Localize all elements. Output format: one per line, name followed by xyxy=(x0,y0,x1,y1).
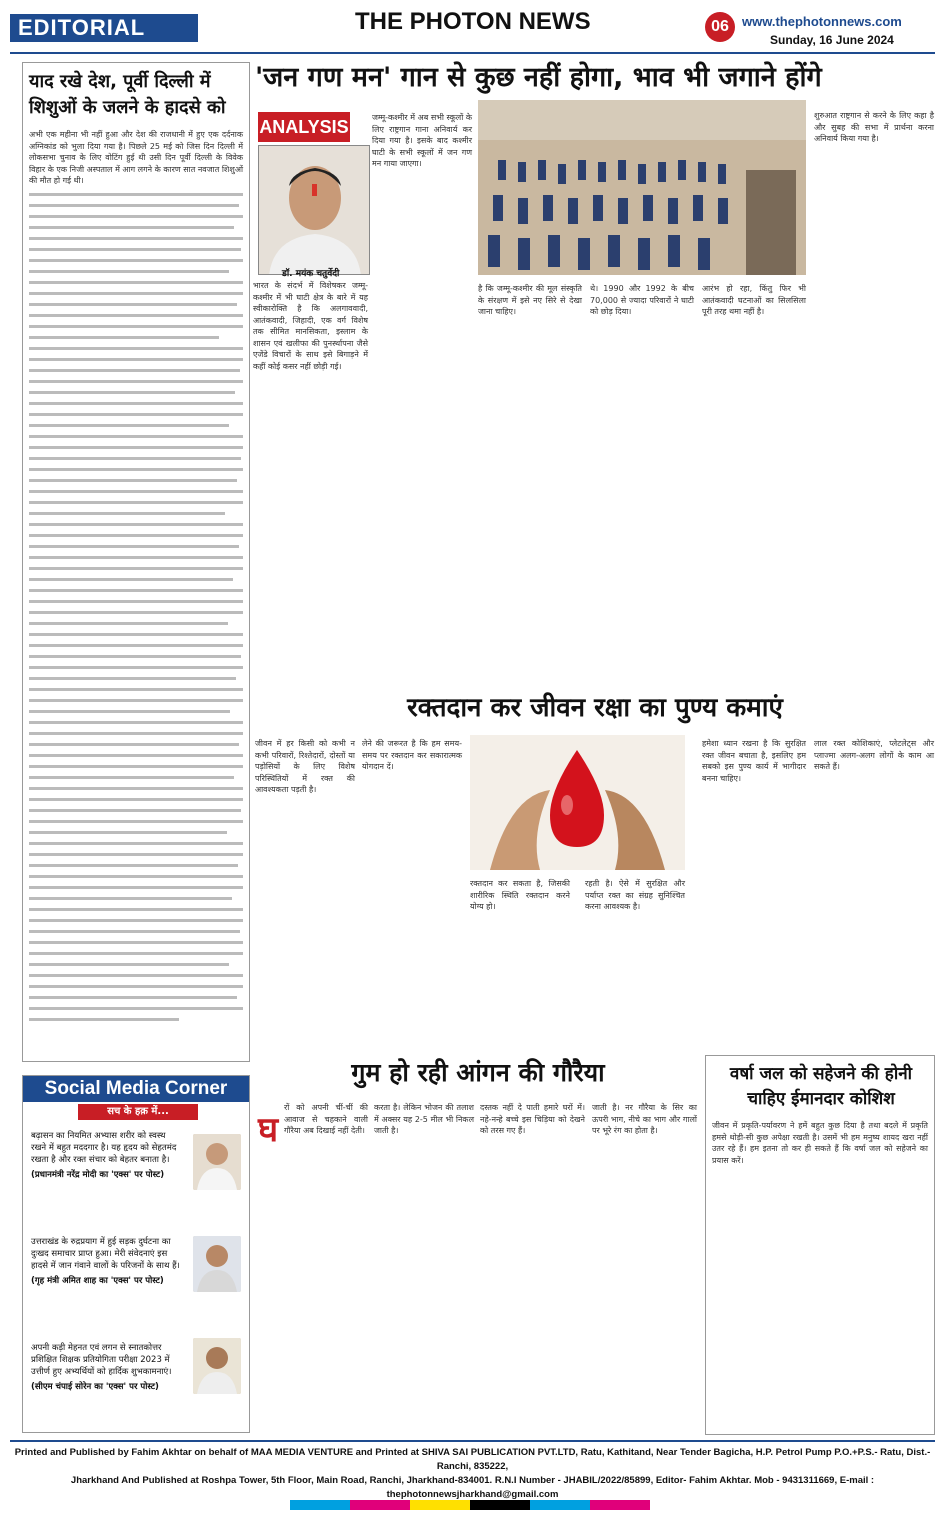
analysis-column-f xyxy=(814,110,934,678)
sparrow-column-a xyxy=(284,1102,368,1432)
blood-drop-graphic xyxy=(470,735,685,870)
analysis-column-c-text: है कि जम्मू-कश्मीर की मूल संस्कृति के संरक्षण में इसे नए सिरे से देखा जाना चाहिए। xyxy=(478,284,582,316)
analysis-tag: ANALYSIS xyxy=(258,112,350,142)
website-link[interactable]: www.thephotonnews.com xyxy=(742,14,902,29)
sparrow-column-c xyxy=(480,1102,585,1432)
analysis-column-c xyxy=(478,283,582,678)
paper-title[interactable]: THE PHOTON NEWS xyxy=(355,8,591,35)
blood-column-a xyxy=(255,738,355,1038)
rain-headline[interactable]: वर्षा जल को सहेजने की होनी चाहिए ईमानदार कोशिश xyxy=(729,1064,913,1109)
blood-column-f-text: लाल रक्त कोशिकाएं, प्लेटलेट्स और प्लाज्मा अलग-अलग लोगों के काम आ सकते हैं। xyxy=(814,739,934,771)
left-article xyxy=(22,62,250,1062)
print-color-bar xyxy=(290,1500,650,1510)
avatar xyxy=(193,1236,241,1292)
person-icon xyxy=(193,1338,241,1394)
social-post xyxy=(31,1130,181,1181)
blood-column-a-text: जीवन में हर किसी को कभी न कभी परिवारों, रिश्तेदारों, दोस्तों या पड़ोसियों के लिए विशेष परिस्थितियों में रक्त की आवश्यकता पड़ती है। xyxy=(255,739,355,794)
left-article-body: अभी एक महीना भी नहीं हुआ और देश की राजधानी में हुए एक दर्दनाक अग्निकांड को भुला दिया गया है। पिछले 25 मई को जिस दिन दिल्ली में लोकसभा चुनाव के लिए वोटिंग हुई थी उसी दिन पूर्वी दिल्ली के विवेक विहार के एक निजी अस्पताल में आग लगने के कारण सात नवजात शिशुओं की मौत हो गई थी। xyxy=(29,130,243,185)
analysis-lead: भारत के संदर्भ में विशेषकर जम्मू-कश्मीर में भी घाटी क्षेत्र के बारे में यह स्वीकारोक्ति है कि अलगाववादी, आतंकवादी, जिहादी, एक वर्ग विशेष तक सीमित मानसिकता, इस्लाम के शासन एवं खलीफा की पुनर्स्थापना जैसे एजेंडे विचारों के साथ इसे बिगाड़ने में कहीं कोई कसर नहीं छोड़ी गई। xyxy=(253,281,368,371)
section-label: EDITORIAL xyxy=(10,14,198,42)
social-post-text: उत्तराखंड के रुद्रप्रयाग में हुई सड़क दुर्घटना का दुःखद समाचार प्राप्त हुआ। मेरी संवेदनाएं इस हादसे में जान गंवाने वालों के परिजनों के साथ हैं। xyxy=(31,1237,180,1271)
social-post xyxy=(31,1342,181,1393)
analysis-column-e-text: आरंभ हो रहा, किंतु फिर भी आतंकवादी घटनाओं का सिलसिला पूरी तरह थमा नहीं है। xyxy=(702,284,806,316)
analysis-column-d-text: थे। 1990 और 1992 के बीच 70,000 से ज्यादा परिवारों ने घाटी को छोड़ दिया। xyxy=(590,284,694,316)
author-portrait-graphic xyxy=(259,146,370,275)
blood-donation-headline[interactable]: रक्तदान कर जीवन रक्षा का पुण्य कमाएं xyxy=(407,693,783,723)
blood-column-b-text: लेने की जरूरत है कि हम समय-समय पर रक्तदान कर सकारात्मक योगदान दें। xyxy=(362,739,462,771)
social-media-corner xyxy=(22,1075,250,1433)
rain-body: जीवन में प्रकृति-पर्यावरण ने हमें बहुत कुछ दिया है तथा बदले में प्रकृति हमसे थोड़ी-सी कुछ अपेक्षा रखती है। उसमें भी हम मनुष्य शायद खरा नहीं उतर रहे हैं। हम इतना तो कर ही सकते हैं कि वर्षा जल को सहेजने का प्रयास करें। xyxy=(712,1121,928,1165)
analysis-lead-column xyxy=(253,280,368,680)
blood-column-d xyxy=(585,878,685,1038)
school-assembly-graphic xyxy=(478,100,806,275)
avatar xyxy=(193,1338,241,1394)
sparrow-drop-cap: घ xyxy=(258,1110,279,1150)
social-post-text: बढ़ासन का नियमित अभ्यास शरीर को स्वस्थ रखने में बहुत मददगार है। यह हृदय को सेहतमंद रखता है और रक्त संचार को बेहतर बनाता है। xyxy=(31,1131,177,1165)
blood-column-b xyxy=(362,738,462,1038)
masthead xyxy=(0,0,945,52)
social-post xyxy=(31,1236,181,1287)
analysis-column-b-text: जम्मू-कश्मीर में अब सभी स्कूलों के लिए राष्ट्रगान गाना अनिवार्य कर दिया गया है। इसके बाद कश्मीर घाटी के सभी स्कूलों में जन गण मन गाया जाएगा। xyxy=(372,113,472,168)
blood-column-e xyxy=(702,738,806,1038)
analysis-column-b xyxy=(372,112,472,680)
blood-drop-image xyxy=(470,735,685,870)
sparrow-column-d xyxy=(592,1102,697,1432)
sparrow-headline[interactable]: गुम हो रही आंगन की गौरैया xyxy=(351,1058,605,1087)
blood-column-c xyxy=(470,878,570,1038)
school-assembly-photo xyxy=(478,100,806,275)
blood-column-c-text: रक्तदान कर सकता है, जिसकी शारीरिक स्थिति रक्तदान करने योग्य हो। xyxy=(470,879,570,911)
left-article-continued xyxy=(29,193,243,1037)
social-corner-title: Social Media Corner xyxy=(23,1076,249,1102)
social-post-source: (गृह मंत्री अमित शाह का 'एक्स' पर पोस्ट) xyxy=(31,1276,164,1286)
social-corner-subtitle: सच के हक़ में... xyxy=(78,1104,198,1120)
left-article-headline[interactable]: याद रखे देश, पूर्वी दिल्ली में शिशुओं के जलने के हादसे को xyxy=(29,71,226,118)
author-byline: डॉ. मयंक चतुर्वेदी xyxy=(282,269,340,279)
analysis-column-e xyxy=(702,283,806,678)
sparrow-column-c-text: दस्तक नहीं दे पाती हमारे घरों में। नहे-नन्हे बच्चे इस चिड़िया को देखने को तरस गए हैं। xyxy=(480,1103,585,1135)
social-post-text: अपनी कड़ी मेहनत एवं लगन से स्नातकोत्तर प्रशिक्षित शिक्षक प्रतियोगिता परीक्षा 2023 में उत्तीर्ण हुए अभ्यर्थियों को हार्दिक शुभकामनाएं। xyxy=(31,1343,172,1377)
page-number: 06 xyxy=(705,12,735,42)
analysis-column-d xyxy=(590,283,694,678)
blood-column-d-text: रहती है। ऐसे में सुरक्षित और पर्याप्त रक्त का संग्रह सुनिश्चित करना आवश्यक है। xyxy=(585,879,685,911)
person-icon xyxy=(193,1134,241,1190)
blood-column-f xyxy=(814,738,934,1038)
sparrow-column-b xyxy=(374,1102,474,1432)
author-photo xyxy=(258,145,370,275)
avatar xyxy=(193,1134,241,1190)
imprint-footer xyxy=(10,1440,935,1500)
analysis-column-f-text: शुरुआत राष्ट्रगान से करने के लिए कहा है और सुबह की सभा में प्रार्थना करना अनिवार्य किया गया है। xyxy=(814,111,934,143)
sparrow-column-a-text: रों को अपनी चीं-चीं की आवाज से चहकाने वाली गौरैया अब दिखाई नहीं देती। xyxy=(284,1103,368,1135)
sparrow-column-b-text: करता है। लेकिन भोजन की तलाश में अक्सर यह 2-5 मील भी निकल जाती है। xyxy=(374,1103,474,1135)
sparrow-column-d-text: जाती है। नर गौरैया के सिर का ऊपरी भाग, नीचे का भाग और गालों पर भूरे रंग का होता है। xyxy=(592,1103,697,1135)
blood-column-e-text: हमेशा ध्यान रखना है कि सुरक्षित रक्त जीवन बचाता है, इसलिए हम सबको इस पुण्य कार्य में भागीदार बनना चाहिए। xyxy=(702,739,806,783)
person-icon xyxy=(193,1236,241,1292)
masthead-rule xyxy=(10,52,935,54)
rain-water-article xyxy=(705,1055,935,1435)
social-post-source: (प्रधानमंत्री नरेंद्र मोदी का 'एक्स' पर पोस्ट) xyxy=(31,1170,165,1180)
imprint-line-2: Jharkhand And Published at Roshpa Tower, 5th Floor, Main Road, Ranchi, Jharkhand-834001. R.N.I Number - JHABIL/2022/85899, Editor- Fahim Akhtar. Mob - 9431311669, E-mail : thephotonnewsjharkhand@gmail.com xyxy=(70,1475,875,1500)
text-lines-graphic xyxy=(29,193,243,1033)
imprint-line-1: Printed and Published by Fahim Akhtar on behalf of MAA MEDIA VENTURE and Printed at SHIVA SAI PUBLICATION PVT.LTD, Ratu, Kathitand, Near Tender Bagicha, H.P. Petrol Pump P.O.+P.S.- Ratu, Dist.-Ranchi, 835222, xyxy=(14,1447,931,1472)
issue-date: Sunday, 16 June 2024 xyxy=(770,33,894,47)
social-post-source: (सीएम चंपाई सोरेन का 'एक्स' पर पोस्ट) xyxy=(31,1382,159,1392)
analysis-headline[interactable]: 'जन गण मन' गान से कुछ नहीं होगा, भाव भी जगाने होंगे xyxy=(255,62,822,93)
